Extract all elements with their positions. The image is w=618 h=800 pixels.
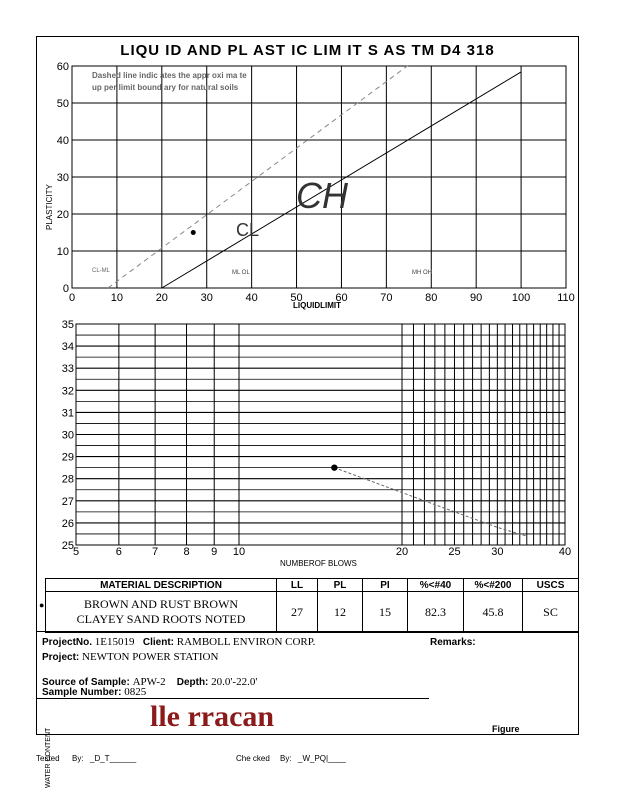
material-description: BROWN AND RUST BROWN CLAYEY SAND ROOTS NOTED — [46, 592, 277, 633]
divider-logo — [36, 698, 429, 699]
x-tick-label: 10 — [110, 292, 124, 304]
x-tick-label: 30 — [200, 292, 213, 304]
note-line-2: up per limit bound ary for natural soils — [92, 83, 239, 92]
header-uscs: USCS — [523, 579, 579, 592]
flow-y-tick-label: 32 — [61, 385, 74, 398]
project-label: Project: — [42, 652, 80, 663]
flow-x-tick-label: 8 — [183, 546, 190, 558]
source-label: Source of Sample: — [42, 677, 130, 688]
y-tick-label: 10 — [56, 246, 69, 258]
x-tick-label: 110 — [557, 292, 575, 304]
y-tick-label: 20 — [56, 209, 69, 221]
material-p200: 45.8 — [464, 592, 523, 633]
header-p40: %<#40 — [408, 579, 464, 592]
header-description: MATERIAL DESCRIPTION — [46, 579, 277, 592]
plasticity-chart — [36, 60, 579, 320]
divider-project — [36, 631, 579, 632]
plasticity-points — [191, 230, 196, 235]
flow-y-tick-label: 31 — [61, 407, 74, 420]
flow-trend-line — [334, 468, 526, 537]
project-line-1 — [42, 636, 315, 648]
x-tick-label: 40 — [245, 292, 258, 304]
flow-x-tick-label: 5 — [72, 546, 80, 558]
material-p40: 82.3 — [408, 592, 464, 633]
x-tick-label: 100 — [511, 292, 531, 304]
plasticity-x-label: LIQUIDLIMIT — [293, 301, 341, 310]
source-value: APW-2 — [132, 676, 166, 688]
material-header-row — [46, 579, 579, 592]
flow-y-tick-label: 30 — [61, 429, 74, 442]
plasticity-y-label: PLASTICITY — [45, 184, 54, 230]
depth-label: Depth: — [176, 677, 209, 688]
flow-y-tick-label: 34 — [61, 341, 74, 354]
header-p200: %<#200 — [464, 579, 523, 592]
project-no-label: ProjectNo. — [42, 637, 93, 648]
y-tick-label: 0 — [62, 283, 69, 295]
page-title: LIQU ID AND PL AST IC LIM IT S AS TM D4 318 — [120, 42, 495, 59]
y-tick-label: 50 — [56, 98, 69, 110]
flow-x-tick-label: 6 — [115, 546, 122, 558]
project-name: NEWTON POWER STATION — [82, 651, 219, 663]
flow-x-tick-label: 20 — [395, 546, 409, 558]
material-table — [45, 578, 579, 633]
flow-y-tick-label: 35 — [61, 319, 74, 331]
note-line-1: Dashed line indic ates the appr oxi ma te — [92, 71, 247, 80]
flow-y-label: WATER CONTENT — [45, 727, 52, 788]
flow-x-tick-label: 10 — [232, 546, 246, 558]
project-line-4 — [42, 686, 146, 698]
tested-label: Tested — [36, 754, 60, 763]
remarks-label: Remarks: — [430, 637, 476, 648]
x-tick-label: 80 — [425, 292, 438, 304]
x-tick-label: 70 — [380, 292, 393, 304]
plasticity-point — [191, 230, 196, 235]
header-pi: PI — [363, 579, 408, 592]
material-pl: 12 — [318, 592, 363, 633]
client-name: RAMBOLL ENVIRON CORP. — [176, 636, 316, 648]
project-line-2 — [42, 651, 218, 663]
flow-y-tick-label: 26 — [61, 517, 74, 530]
flow-y-tick-label: 33 — [61, 363, 74, 376]
flow-x-tick-label: 30 — [491, 546, 504, 558]
sample-number: 0825 — [124, 686, 147, 698]
material-pi: 15 — [363, 592, 408, 633]
client-label: Client: — [142, 637, 174, 648]
y-tick-label: 40 — [56, 135, 69, 147]
company-logo: lle rracan — [150, 700, 275, 733]
header-ll: LL — [277, 579, 318, 592]
flow-grid — [76, 324, 565, 545]
y-tick-label: 30 — [56, 172, 69, 184]
flow-y-tick-label: 28 — [61, 473, 74, 486]
x-tick-label: 90 — [470, 292, 483, 304]
sample-number-label: Sample Number: — [42, 687, 122, 698]
flow-point — [331, 464, 337, 470]
flow-y-tick-label: 29 — [61, 451, 74, 464]
flow-points — [331, 464, 337, 470]
zone-label-ch: CH — [296, 175, 348, 216]
zone-label-ml-ol: ML OL — [232, 270, 250, 276]
tested-by-label: By: — [72, 754, 84, 763]
flow-y-tick-label: 27 — [61, 495, 74, 508]
x-tick-label: 20 — [155, 292, 168, 304]
y-tick-label: 60 — [56, 61, 69, 73]
flow-y-tick-label: 25 — [61, 540, 74, 552]
checked-by: _W_PQ|____ — [298, 754, 346, 763]
header-pl: PL — [318, 579, 363, 592]
figure-label: Figure — [492, 724, 520, 734]
flow-x-tick-label: 7 — [152, 546, 159, 558]
flow-x-tick-label: 25 — [448, 546, 461, 558]
zone-label-mh-oh: MH OH — [412, 270, 432, 276]
zone-label-cl: CL — [236, 220, 260, 240]
tested-by: _D_T______ — [90, 754, 137, 763]
material-ll: 27 — [277, 592, 318, 633]
material-row — [46, 592, 579, 633]
flow-x-tick-label: 9 — [211, 546, 218, 558]
x-tick-label: 60 — [335, 292, 348, 304]
flow-x-label: NUMBEROF BLOWS — [280, 559, 357, 568]
checked-by-label: By: — [280, 754, 292, 763]
project-no: 1E15019 — [94, 636, 135, 648]
x-tick-label: 0 — [68, 292, 76, 304]
zone-label-cl-ml: CL-ML — [92, 268, 111, 274]
sample-bullet: ● — [39, 600, 45, 610]
flow-x-tick-label: 40 — [558, 546, 572, 558]
material-uscs: SC — [523, 592, 579, 633]
checked-label: Che cked — [236, 754, 270, 763]
x-tick-label: 50 — [290, 292, 303, 304]
u-line — [108, 65, 409, 288]
depth-value: 20.0'-22.0' — [211, 676, 258, 688]
flow-ticks — [62, 319, 571, 558]
